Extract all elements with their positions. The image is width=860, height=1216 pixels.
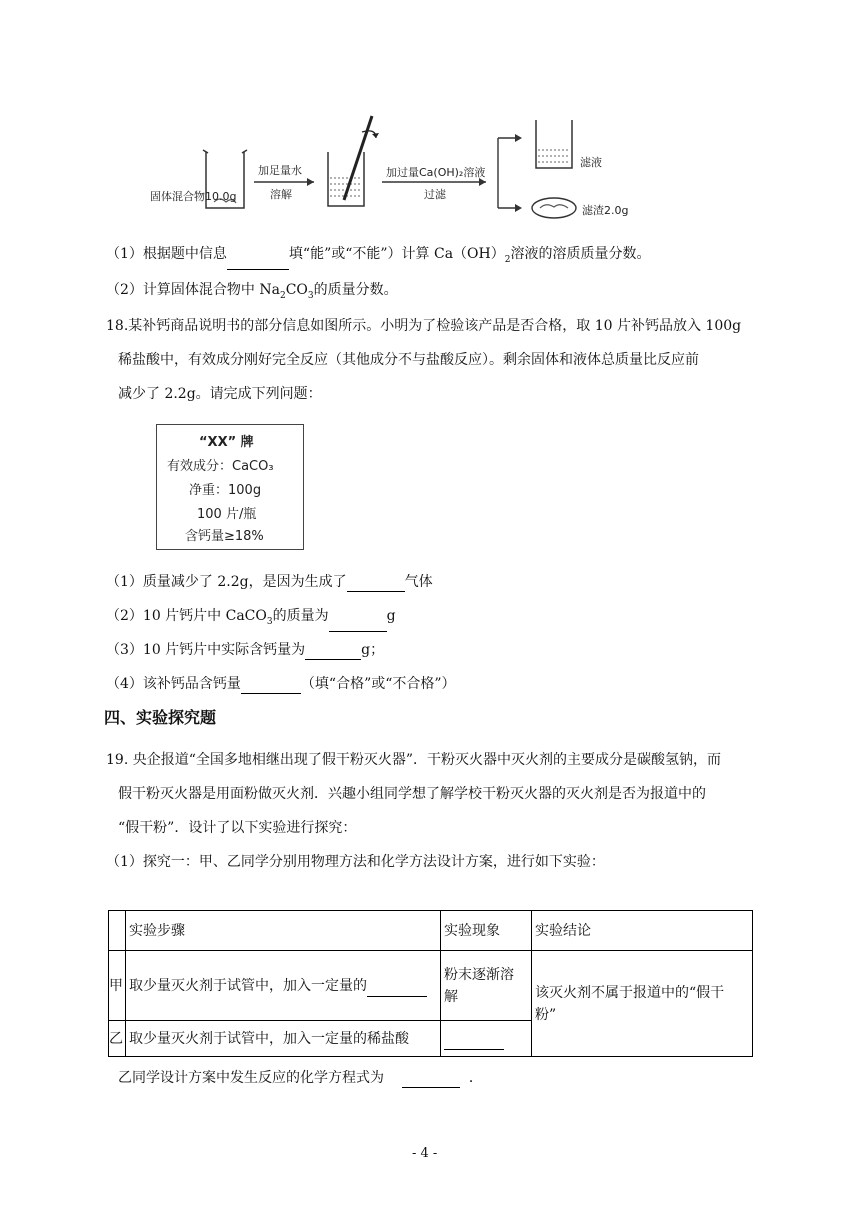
q18-s4-blank[interactable] [241, 679, 301, 694]
table-header-conclusion: 实验结论 [532, 911, 753, 951]
diagram-step2-top: 加过量Ca(OH)₂溶液 [386, 166, 486, 179]
q18-sub3 [106, 640, 384, 660]
diagram-filtrate-label: 滤液 [580, 156, 602, 169]
flow-diagram [150, 110, 646, 225]
q18-sub1 [106, 572, 433, 592]
q18-s2-blank[interactable] [329, 617, 387, 632]
q19-line1: 19. 央企报道“全国多地相继出现了假干粉灭火器”．干粉灭火器中灭火剂的主要成分是碳酸氢钠，而 [106, 752, 722, 768]
row-yi-phenomenon [441, 1021, 532, 1057]
q18-s2-text-c: g [386, 608, 396, 624]
row-jia-phen-line1: 粉末逐渐溶 [444, 966, 514, 983]
conclusion-line1: 该灭火剂不属于报道中的“假干 [535, 984, 725, 1001]
diagram-step1-bottom: 溶解 [270, 188, 292, 201]
q18-s1-blank[interactable] [347, 577, 405, 592]
q17-p2-subscript-2: 3 [307, 290, 314, 301]
row-jia-phen-line2: 解 [444, 988, 458, 1005]
row-jia-step [126, 951, 441, 1021]
table-corner-cell [109, 911, 126, 951]
diagram-residue-label: 滤渣2.0g [582, 204, 629, 217]
table-header-phenomenon: 实验现象 [441, 911, 532, 951]
q17-p1-text-c: 溶液的溶质质量分数。 [510, 246, 651, 262]
row-jia-phenomenon [441, 951, 532, 1021]
q18-sub4 [106, 674, 456, 694]
row-yi-step: 取少量灭火剂于试管中，加入一定量的稀盐酸 [126, 1021, 441, 1057]
q17-p1-text-b: 填“能”或“不能”）计算 Ca（OH） [288, 246, 505, 262]
table-header-row [109, 911, 753, 951]
table-header-step: 实验步骤 [126, 911, 441, 951]
label-weight: 净重：100g [189, 483, 262, 498]
row-yi-blank[interactable] [444, 1035, 504, 1050]
q17-p1-subscript: 2 [504, 254, 511, 265]
section-title: 四、实验探究题 [104, 708, 217, 727]
q19-equation-period: ． [468, 1070, 483, 1086]
row-tag-jia: 甲 [109, 951, 126, 1021]
q18-s1-text-a: （1）质量减少了 2.2g，是因为生成了 [106, 574, 347, 590]
q19-equation-text: 乙同学设计方案中发生反应的化学方程式为 [118, 1070, 384, 1086]
row-jia-step-text: 取少量灭火剂于试管中，加入一定量的 [129, 977, 367, 994]
q18-s3-blank[interactable] [305, 645, 361, 660]
q18-s3-text-a: （3）10 片钙片中实际含钙量为 [106, 642, 306, 658]
diagram-step1-top: 加足量水 [258, 164, 302, 177]
q17-p2-text-b: CO [285, 282, 308, 298]
q19-equation-blank[interactable] [402, 1073, 460, 1088]
experiment-table [108, 910, 753, 1057]
q17-p2-subscript-1: 2 [279, 290, 286, 301]
q17-p1-blank[interactable] [227, 255, 289, 270]
q18-s4-text-b: （填“合格”或“不合格”） [300, 676, 456, 692]
row-tag-yi: 乙 [109, 1021, 126, 1057]
q18-s2-text-a: （2）10 片钙片中 CaCO [106, 608, 267, 624]
q19-line2: 假干粉灭火器是用面粉做灭火剂．兴趣小组同学想了解学校干粉灭火器的灭火剂是否为报道中的 [118, 786, 706, 802]
diagram-start-label: 固体混合物10.0g [150, 190, 237, 203]
q18-s4-text-a: （4）该补钙品含钙量 [106, 676, 241, 692]
q18-line1: 18.某补钙商品说明书的部分信息如图所示。小明为了检验该产品是否合格，取 10 片补钙品放入 100g [106, 318, 742, 334]
conclusion-line2: 粉” [535, 1006, 557, 1023]
q19-equation-line [118, 1068, 483, 1088]
table-row [109, 951, 753, 1021]
label-count: 100 片/瓶 [197, 507, 257, 522]
q18-s2-text-b: 的质量为 [272, 608, 329, 624]
q17-part1 [106, 244, 650, 270]
q19-line3: “假干粉”．设计了以下实验进行探究： [118, 820, 357, 836]
q18-sub2 [106, 606, 396, 632]
q17-p2-text-c: 的质量分数。 [313, 282, 398, 298]
q18-s1-text-b: 气体 [404, 574, 433, 590]
label-ingredient: 有效成分：CaCO₃ [167, 459, 274, 474]
product-label-box [156, 424, 304, 550]
label-brand: “XX” 牌 [199, 435, 254, 450]
page-number: - 4 - [412, 1146, 438, 1161]
q18-line2: 稀盐酸中，有效成分刚好完全反应（其他成分不与盐酸反应）。剩余固体和液体总质量比反应前 [118, 352, 699, 368]
row-jia-blank[interactable] [367, 982, 427, 997]
q17-p2-text-a: （2）计算固体混合物中 Na [106, 282, 280, 298]
q17-part2 [106, 280, 398, 306]
q18-s3-text-b: g； [361, 642, 385, 658]
q18-line3: 减少了 2.2g。请完成下列问题： [118, 386, 322, 402]
label-calcium: 含钙量≥18% [185, 529, 264, 544]
q17-p1-text-a: （1）根据题中信息 [106, 246, 227, 262]
q19-line4: （1）探究一：甲、乙同学分别用物理方法和化学方法设计方案，进行如下实验： [106, 854, 605, 870]
table-conclusion [532, 951, 753, 1057]
diagram-step2-bottom: 过滤 [424, 188, 446, 201]
q18-s2-subscript: 3 [266, 616, 273, 627]
